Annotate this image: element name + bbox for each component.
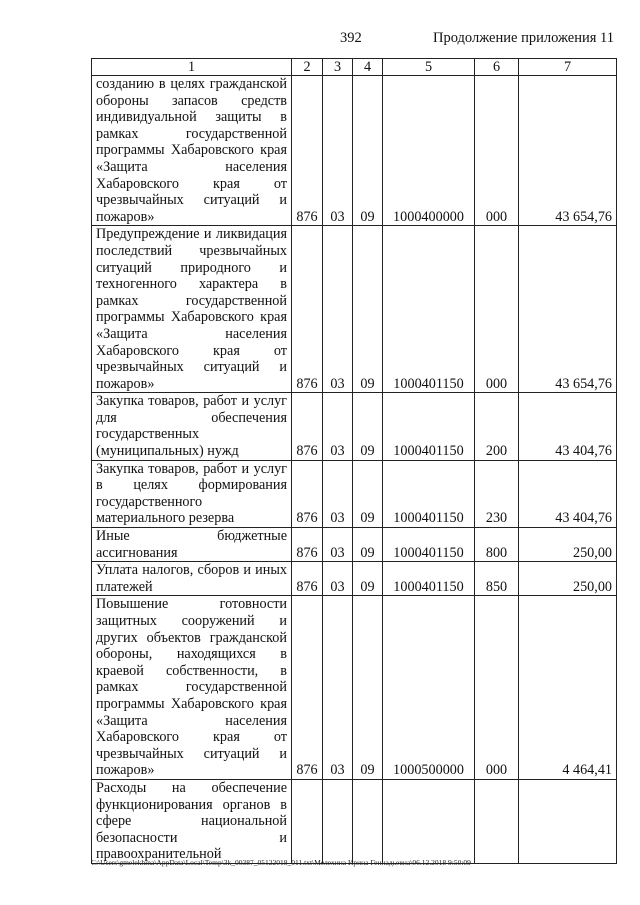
row-amount: 43 654,76 [519, 76, 617, 226]
row-amount: 43 404,76 [519, 393, 617, 460]
row-code-expense-type [475, 779, 519, 863]
row-code-ministry: 876 [292, 393, 323, 460]
row-amount: 43 654,76 [519, 226, 617, 393]
row-code-target: 1000401150 [383, 460, 475, 527]
row-code-section: 03 [323, 528, 353, 562]
row-amount [519, 779, 617, 863]
table-row [92, 393, 617, 460]
row-code-target: 1000401150 [383, 528, 475, 562]
row-description: Расходы на обеспечение функционирования органов в сфере национальной безопасности и правоохранительной [92, 779, 292, 863]
row-code-expense-type: 200 [475, 393, 519, 460]
row-code-ministry: 876 [292, 596, 323, 780]
row-code-section: 03 [323, 393, 353, 460]
row-code-subsection: 09 [353, 596, 383, 780]
row-code-expense-type: 000 [475, 76, 519, 226]
page-caption: Продолжение приложения 11 [433, 30, 615, 46]
row-code-target: 1000400000 [383, 76, 475, 226]
row-code-ministry: 876 [292, 460, 323, 527]
row-amount: 250,00 [519, 562, 617, 596]
row-code-ministry: 876 [292, 562, 323, 596]
column-header: 4 [353, 59, 383, 76]
row-code-subsection [353, 779, 383, 863]
table-row [92, 528, 617, 562]
row-code-target: 1000500000 [383, 596, 475, 780]
table-row [92, 562, 617, 596]
row-code-section: 03 [323, 596, 353, 780]
row-code-ministry: 876 [292, 528, 323, 562]
row-code-expense-type: 800 [475, 528, 519, 562]
row-code-section: 03 [323, 562, 353, 596]
row-code-ministry [292, 779, 323, 863]
row-code-section: 03 [323, 460, 353, 527]
table-header-row [92, 59, 617, 76]
column-header: 3 [323, 59, 353, 76]
row-code-subsection: 09 [353, 393, 383, 460]
row-description: Закупка товаров, работ и услуг в целях формирования государственного материального резерва [92, 460, 292, 527]
row-code-target: 1000401150 [383, 562, 475, 596]
row-code-expense-type: 850 [475, 562, 519, 596]
page-number: 392 [340, 30, 362, 46]
row-code-ministry: 876 [292, 226, 323, 393]
row-amount: 4 464,41 [519, 596, 617, 780]
row-code-section: 03 [323, 76, 353, 226]
table-row [92, 226, 617, 393]
row-code-subsection: 09 [353, 528, 383, 562]
column-header: 6 [475, 59, 519, 76]
budget-table [91, 58, 617, 864]
column-header: 5 [383, 59, 475, 76]
row-code-subsection: 09 [353, 226, 383, 393]
row-description: Повышение готовности защитных сооружений и других объектов гражданской обороны, находящихся в краевой собственности, в рамках государственной программы Хабаровского края «Защита населения Хабаровского края от чрезвычайных ситуаций и пожаров» [92, 596, 292, 780]
row-code-expense-type: 000 [475, 226, 519, 393]
row-description: созданию в целях гражданской обороны запасов средств индивидуальной защиты в рамках государственной программы Хабаровского края «Защита населения Хабаровского края от чрезвычайных ситуаций и пожаров» [92, 76, 292, 226]
row-code-expense-type: 230 [475, 460, 519, 527]
row-amount: 43 404,76 [519, 460, 617, 527]
column-header: 7 [519, 59, 617, 76]
footer-file-path: C:\Users\gmelekhina\AppData\Local\Temp\3k_00387_05122018_011.txt\Мелехина Ирина Геннадьевна\06.12.2018 9:50:09 [91, 858, 471, 867]
row-description: Предупреждение и ликвидация последствий чрезвычайных ситуаций природного и техногенного характера в рамках государственной программы Хабаровского края «Защита населения Хабаровского края от чрезвычайных ситуаций и пожаров» [92, 226, 292, 393]
row-code-section: 03 [323, 226, 353, 393]
row-code-expense-type: 000 [475, 596, 519, 780]
column-header: 1 [92, 59, 292, 76]
column-header: 2 [292, 59, 323, 76]
row-code-section [323, 779, 353, 863]
row-code-subsection: 09 [353, 562, 383, 596]
row-code-target: 1000401150 [383, 393, 475, 460]
table-row [92, 779, 617, 863]
row-code-target: 1000401150 [383, 226, 475, 393]
table-row [92, 76, 617, 226]
row-description: Закупка товаров, работ и услуг для обеспечения государственных (муниципальных) нужд [92, 393, 292, 460]
row-description: Иные бюджетные ассигнования [92, 528, 292, 562]
table-row [92, 596, 617, 780]
row-code-subsection: 09 [353, 460, 383, 527]
row-description: Уплата налогов, сборов и иных платежей [92, 562, 292, 596]
row-code-target [383, 779, 475, 863]
row-code-subsection: 09 [353, 76, 383, 226]
row-amount: 250,00 [519, 528, 617, 562]
table-row [92, 460, 617, 527]
row-code-ministry: 876 [292, 76, 323, 226]
